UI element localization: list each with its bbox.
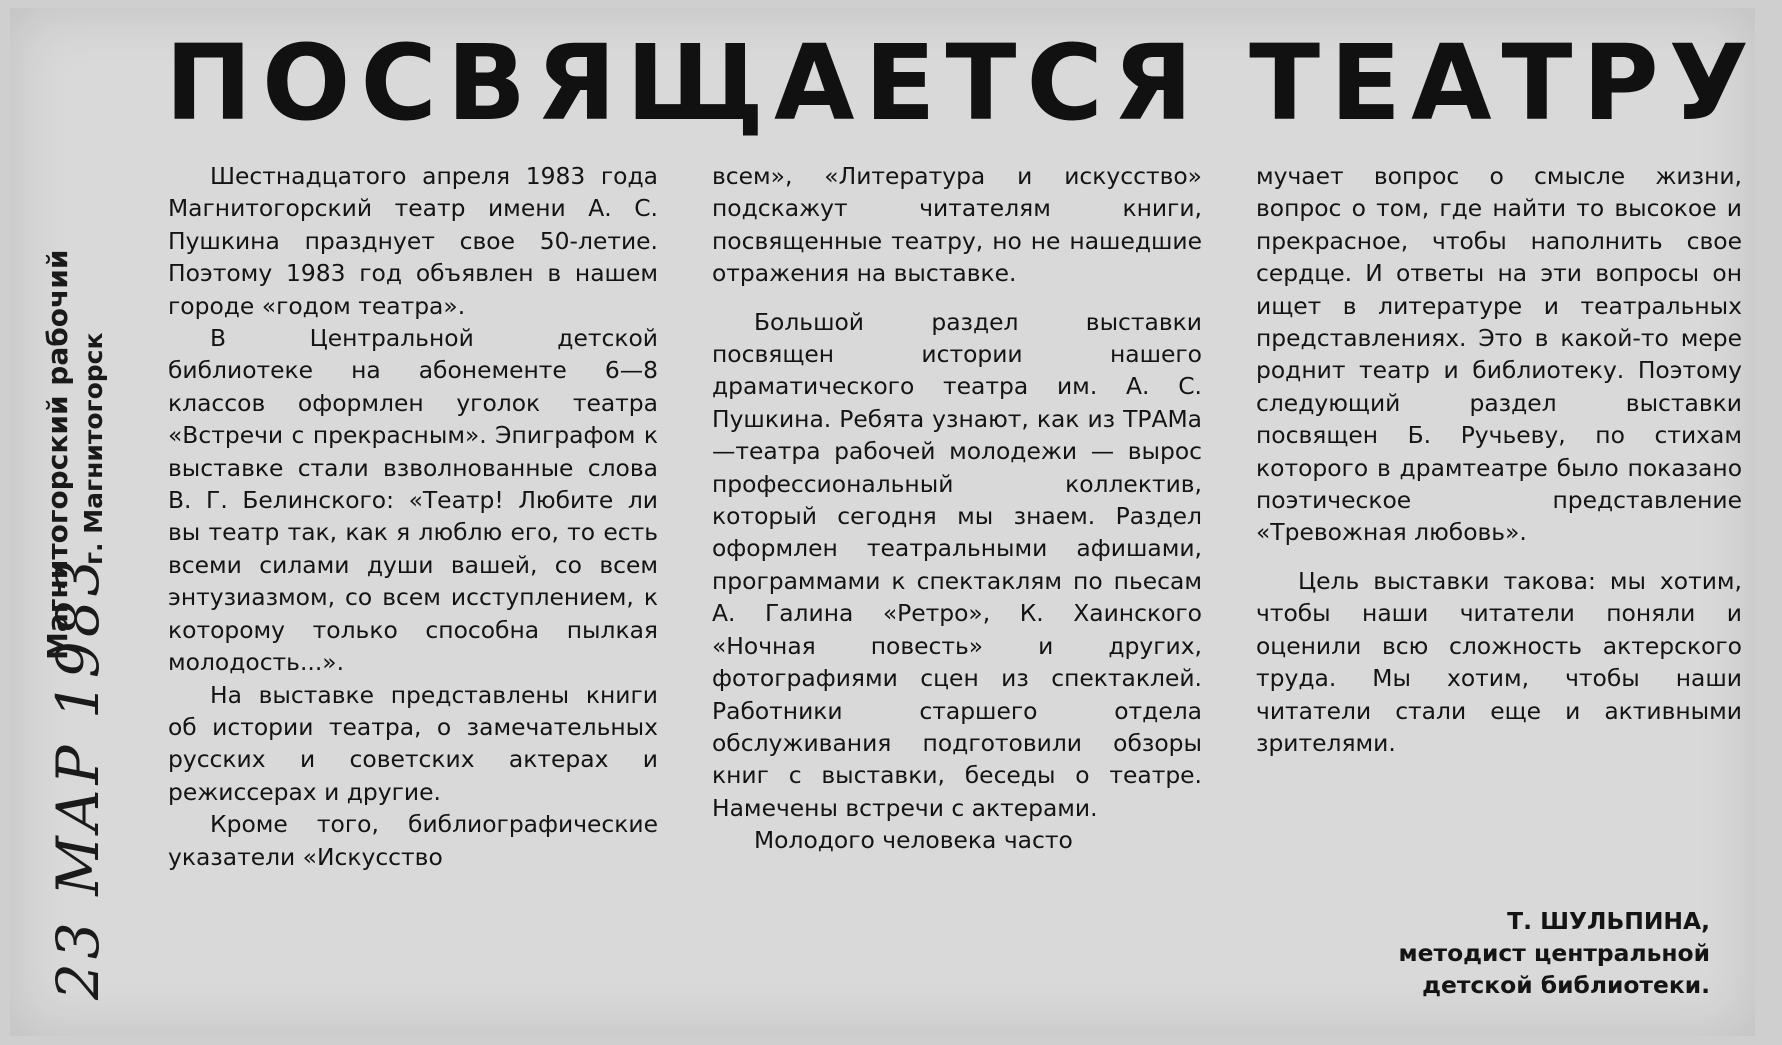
article-column-3 [1256,160,1742,759]
article-headline: ПОСВЯЩАЕТСЯ ТЕАТРУ [165,22,1759,144]
handwritten-date: 23 МАР 1983 [44,555,112,1000]
paragraph: Шестнадцатого апреля 1983 года Магнитогорский театр имени А. С. Пушкина празднует свое 50-летие. Поэтому 1983 год объявлен в нашем городе «годом театра». [168,162,658,320]
paragraph: всем», «Литература и искусство» подскажут читателям книги, посвященные театру, но не нашедшие отражения на выставке. [712,162,1202,288]
newspaper-city: г. Магнитогорск [79,332,108,565]
paragraph: Кроме того, библиографические указатели «Искусство [168,810,658,871]
paragraph: Большой раздел выставки посвящен истории нашего драматического театра им. А. С. Пушкина. Ребята узнают, как из ТРАМа—театра рабочей молодежи — вырос профессиональный коллектив, который сегодня мы знаем. Раздел оформлен театральными афишами, программами к спектаклям по пьесам А. Галина «Ретро», К. Хаинского «Ночная повесть» и других, фотографиями сцен из спектаклей. Работники старшего отдела обслуживания подготовили обзоры книг с выставки, беседы о театре. Намечены встречи с актерами. [712,307,1202,822]
author-title: детской библиотеки. [1422,971,1710,999]
author-name: Т. ШУЛЬПИНА, [1507,907,1710,935]
paragraph: На выставке представлены книги об истории театра, о замечательных русских и советских актерах и режиссерах и другие. [168,680,658,806]
paragraph: Цель выставки такова: мы хотим, чтобы наши читатели поняли и оценили всю сложность актерского труда. Мы хотим, чтобы наши читатели стали еще и активными зрителями. [1256,566,1742,757]
paragraph: Молодого человека часто [754,826,1073,855]
paragraph: мучает вопрос о смысле жизни, вопрос о том, где найти то высокое и прекрасное, чтобы наполнить свое сердце. И ответы на эти вопросы он ищет в литературе и театральных представлениях. Это в какой-то мере роднит театр и библиотеку. Поэтому следующий раздел выставки посвящен Б. Ручьеву, по стихам которого в драмтеатре было показано поэтическое представление «Тревожная любовь». [1256,162,1742,547]
newspaper-name: Магнитогорский рабочий [41,249,74,660]
author-signature [1256,905,1710,1001]
article-column-1 [168,160,658,873]
article-column-2 [712,160,1202,857]
paragraph: В Центральной детской библиотеке на абонементе 6—8 классов оформлен уголок театра «Встречи с прекрасным». Эпиграфом к выставке стали взволнованные слова В. Г. Белинского: «Театр! Любите ли вы театр так, как я люблю его, то есть всеми силами души вашей, со всем энтузиазмом, со всем исступлением, к которому только способна пылкая молодость...». [168,324,658,677]
author-title: методист центральной [1398,939,1710,967]
